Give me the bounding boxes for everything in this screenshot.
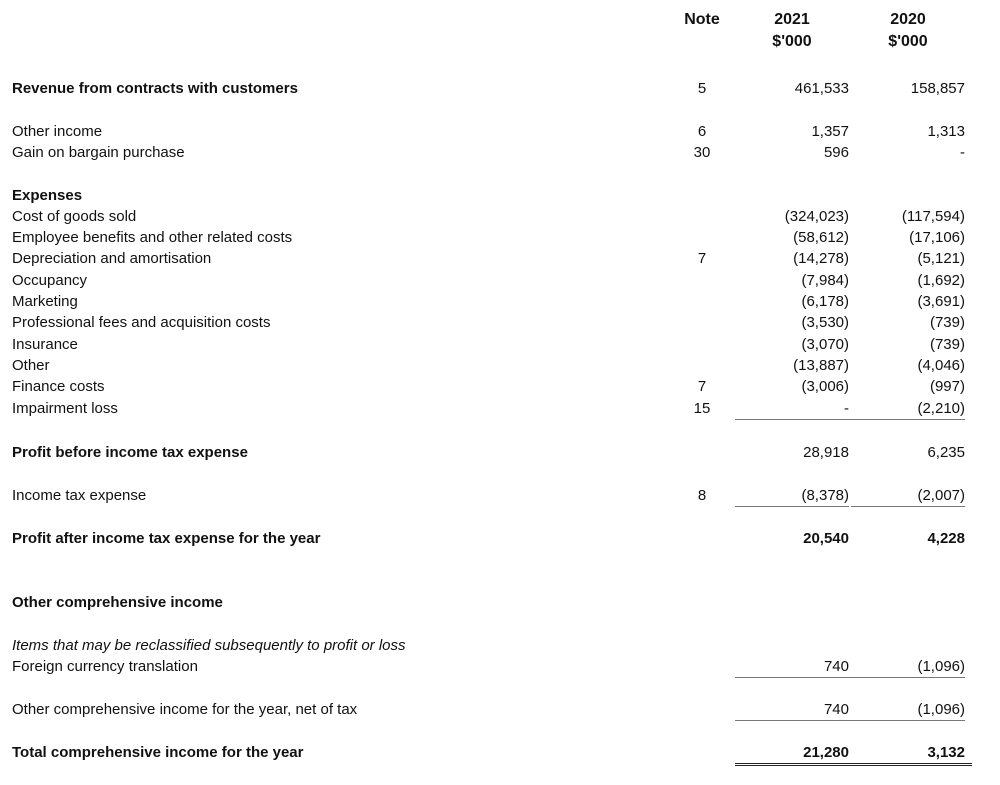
row-value-2021: (3,530): [801, 314, 849, 331]
header-note: Note: [684, 11, 720, 28]
row-label: Income tax expense: [12, 487, 147, 504]
row-label: Total comprehensive income for the year: [12, 744, 304, 761]
row-expense: [0, 291, 1000, 312]
row-value-2021: 21,280: [735, 742, 856, 766]
row-label: Other: [12, 357, 50, 374]
row-note: 8: [697, 487, 707, 504]
row-value-2021: (324,023): [784, 208, 849, 225]
row-oci-net: [0, 699, 1000, 720]
row-value-2021: 596: [823, 144, 849, 161]
row-note: 5: [697, 80, 707, 97]
row-expenses-heading: [0, 185, 1000, 206]
row-note: 30: [693, 144, 711, 161]
header-2021-year: 2021: [774, 11, 810, 28]
row-value-2020: (739): [929, 314, 965, 331]
header-2020-year: 2020: [890, 11, 926, 28]
row-label: Employee benefits and other related costs: [12, 229, 293, 246]
row-revenue: [0, 78, 1000, 99]
row-value-2020: (4,046): [917, 357, 965, 374]
row-value-2020: (117,594): [901, 208, 965, 225]
row-profit-after-tax: [0, 528, 1000, 549]
row-expense: [0, 334, 1000, 355]
row-expense: [0, 270, 1000, 291]
row-value-2020: (2,210): [851, 398, 965, 420]
row-oci-subheading: [0, 635, 1000, 656]
row-label: Foreign currency translation: [12, 658, 198, 675]
section-heading: Other comprehensive income: [12, 594, 223, 611]
row-value-2020: (1,096): [851, 699, 965, 721]
row-label: Insurance: [12, 336, 78, 353]
row-profit-before-tax: [0, 442, 1000, 463]
row-value-2020: (17,106): [909, 229, 965, 246]
row-value-2021: 20,540: [803, 530, 849, 547]
row-oci-heading: [0, 592, 1000, 613]
row-label: Impairment loss: [12, 400, 118, 417]
row-value-2020: (1,692): [917, 272, 965, 289]
row-value-2020: 4,228: [927, 530, 965, 547]
row-value-2020: 1,313: [927, 123, 965, 140]
row-note: 15: [693, 400, 711, 417]
row-value-2020: 6,235: [927, 444, 965, 461]
row-label: Finance costs: [12, 378, 105, 395]
row-gain-bargain: [0, 142, 1000, 163]
row-label: Other income: [12, 123, 103, 140]
row-value-2021: 740: [735, 699, 856, 721]
row-value-2021: -: [735, 398, 856, 420]
row-label: Revenue from contracts with customers: [12, 80, 298, 97]
header-2020-unit: $'000: [888, 33, 928, 50]
row-value-2021: 740: [735, 656, 856, 678]
row-value-2020: (2,007): [851, 485, 965, 507]
row-value-2020: (5,121): [917, 250, 965, 267]
row-expense: [0, 248, 1000, 269]
row-value-2020: (1,096): [851, 656, 965, 678]
row-value-2021: (7,984): [801, 272, 849, 289]
row-expense: [0, 227, 1000, 248]
row-fx-translation: [0, 656, 1000, 677]
row-value-2021: 461,533: [794, 80, 849, 97]
header-2020: [868, 9, 948, 53]
row-value-2020: (739): [929, 336, 965, 353]
row-value-2021: (6,178): [801, 293, 849, 310]
row-label: Cost of goods sold: [12, 208, 137, 225]
row-expense: [0, 206, 1000, 227]
row-note: 7: [697, 378, 707, 395]
row-label: Gain on bargain purchase: [12, 144, 185, 161]
row-label: Marketing: [12, 293, 78, 310]
row-label: Other comprehensive income for the year, net of tax: [12, 701, 358, 718]
row-value-2021: 1,357: [811, 123, 849, 140]
row-expense: [0, 376, 1000, 397]
row-value-2021: (3,070): [801, 336, 849, 353]
row-expense: [0, 355, 1000, 376]
row-other-income: [0, 121, 1000, 142]
row-label: Occupancy: [12, 272, 88, 289]
row-value-2021: (14,278): [793, 250, 849, 267]
row-value-2021: (3,006): [801, 378, 849, 395]
row-expense: [0, 398, 1000, 419]
header-2021: [752, 9, 832, 53]
row-expense: [0, 312, 1000, 333]
section-heading: Expenses: [12, 187, 83, 204]
row-value-2021: (8,378): [735, 485, 849, 507]
row-value-2020: (3,691): [917, 293, 965, 310]
row-label: Depreciation and amortisation: [12, 250, 212, 267]
row-value-2021: 28,918: [803, 444, 849, 461]
row-label: Profit after income tax expense for the year: [12, 530, 321, 547]
row-value-2020: -: [960, 144, 965, 161]
row-value-2020: 3,132: [851, 742, 972, 766]
row-value-2020: 158,857: [910, 80, 965, 97]
row-note: 7: [697, 250, 707, 267]
row-label: Professional fees and acquisition costs: [12, 314, 271, 331]
header-2021-unit: $'000: [772, 33, 812, 50]
row-value-2021: (58,612): [793, 229, 849, 246]
section-subheading: Items that may be reclassified subsequently to profit or loss: [12, 637, 406, 654]
row-total-comprehensive: [0, 742, 1000, 763]
row-value-2021: (13,887): [793, 357, 849, 374]
row-income-tax: [0, 485, 1000, 506]
row-label: Profit before income tax expense: [12, 444, 248, 461]
row-note: 6: [697, 123, 707, 140]
row-value-2020: (997): [929, 378, 965, 395]
